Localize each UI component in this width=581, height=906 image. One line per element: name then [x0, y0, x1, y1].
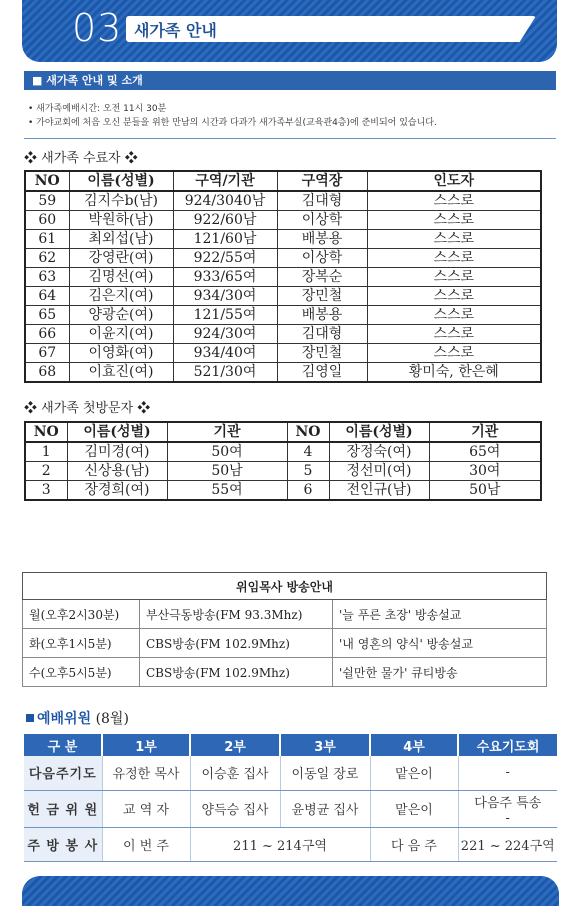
table-cell: 김영일 [277, 363, 367, 383]
table-cell: 장정숙(여) [329, 442, 429, 462]
table-cell: 3 [25, 481, 67, 501]
table-cell: 2 [25, 462, 67, 481]
table-cell: 924/3040남 [173, 191, 277, 211]
table-cell: 61 [25, 230, 69, 249]
table-cell: 922/55여 [173, 249, 277, 268]
table-cell: - [458, 756, 557, 790]
table-cell: 6 [287, 481, 329, 501]
table-row [25, 363, 541, 383]
table-cell: 이승훈 집사 [190, 756, 280, 790]
table-cell: 스스로 [367, 230, 541, 249]
section-title: 새가족 안내 [134, 21, 217, 40]
visitors-title: ❖ 새가족 첫방문자 ❖ [24, 401, 151, 416]
table-cell: 1 [25, 442, 67, 462]
table-cell: 황미숙, 한은혜 [367, 363, 541, 383]
radio-table [22, 572, 547, 687]
table-cell: 121/60남 [173, 230, 277, 249]
col-header: NO [287, 422, 329, 442]
table-cell: 65 [25, 306, 69, 325]
table-cell: 66 [25, 325, 69, 344]
col-header: 이름(성별) [329, 422, 429, 442]
table-cell: 김미경(여) [67, 442, 167, 462]
col-header: 기관 [429, 422, 541, 442]
worship-title-text: 예배위원 [37, 711, 92, 727]
table-cell: 스스로 [367, 344, 541, 363]
table-cell: 스스로 [367, 306, 541, 325]
table-row [25, 191, 541, 211]
section-number: 03 [72, 6, 123, 50]
col-header: 기관 [167, 422, 287, 442]
table-cell: '내 영혼의 양식' 방송설교 [333, 629, 547, 658]
table-row [23, 600, 547, 629]
intro-bar: ■ 새가족 안내 및 소개 [24, 71, 556, 90]
table-cell: 김지수b(남) [69, 191, 173, 211]
table-cell: 이영화(여) [69, 344, 173, 363]
table-cell: 이효진(여) [69, 363, 173, 383]
table-cell: CBS방송(FM 102.9Mhz) [140, 658, 333, 687]
col-header: 수요기도회 [458, 734, 557, 756]
footer-banner [22, 876, 559, 906]
table-cell: 김명선(여) [69, 268, 173, 287]
col-header: 구 분 [24, 734, 102, 756]
table-row [24, 790, 557, 827]
table-cell: 유정한 목사 [102, 756, 190, 790]
table-cell: 59 [25, 191, 69, 211]
table-cell: 스스로 [367, 191, 541, 211]
table-cell: 60 [25, 211, 69, 230]
table-cell: 전인규(남) [329, 481, 429, 501]
table-cell: 이윤지(여) [69, 325, 173, 344]
table-cell: 강영란(여) [69, 249, 173, 268]
table-row [25, 306, 541, 325]
col-header: NO [25, 171, 69, 191]
table-cell: 정선미(여) [329, 462, 429, 481]
table-row [25, 442, 541, 462]
col-header: 이름(성별) [69, 171, 173, 191]
table-cell: 화(오후1시5분) [23, 629, 140, 658]
table-header-row [25, 422, 541, 442]
table-row [25, 344, 541, 363]
col-header: 2부 [190, 734, 280, 756]
table-cell: 배봉용 [277, 230, 367, 249]
table-cell: 양광순(여) [69, 306, 173, 325]
table-cell: 50여 [167, 442, 287, 462]
table-header-row [25, 171, 541, 191]
table-cell: 부산극동방송(FM 93.3Mhz) [140, 600, 333, 629]
table-cell: 스스로 [367, 211, 541, 230]
table-cell: 50남 [167, 462, 287, 481]
table-cell: 장복순 [277, 268, 367, 287]
table-cell: 221 ~ 224구역 [458, 827, 557, 861]
note-line: • 가야교회에 처음 오신 분들을 위한 만남의 시간과 다과가 새가족부실(교육관4층)에 준비되어 있습니다. [28, 118, 437, 128]
table-cell: 장민철 [277, 287, 367, 306]
visitors-table [24, 421, 542, 501]
table-cell: 121/55여 [173, 306, 277, 325]
table-cell: 63 [25, 268, 69, 287]
table-cell: 이상학 [277, 211, 367, 230]
table-row [25, 325, 541, 344]
table-header-row [24, 734, 557, 756]
table-cell: 최외섭(남) [69, 230, 173, 249]
table-cell: 30여 [429, 462, 541, 481]
table-cell: 김대형 [277, 191, 367, 211]
col-header: 구역장 [277, 171, 367, 191]
col-header: NO [25, 422, 67, 442]
table-cell: 월(오후2시30분) [23, 600, 140, 629]
table-cell: 장민철 [277, 344, 367, 363]
table-cell: 이 번 주 [102, 827, 190, 861]
table-cell: 55여 [167, 481, 287, 501]
table-cell: 67 [25, 344, 69, 363]
table-row [24, 756, 557, 790]
col-header: 구역/기관 [173, 171, 277, 191]
col-header: 4부 [370, 734, 458, 756]
row-header: 다음주기도 [24, 756, 102, 790]
table-cell: 5 [287, 462, 329, 481]
table-row [23, 658, 547, 687]
table-row [25, 230, 541, 249]
table-cell: 김대형 [277, 325, 367, 344]
row-header: 주 방 봉 사 [24, 827, 102, 861]
table-cell: 50남 [429, 481, 541, 501]
table-cell: 4 [287, 442, 329, 462]
table-row [25, 268, 541, 287]
table-cell: 윤병균 집사 [280, 790, 370, 827]
table-cell: 스스로 [367, 325, 541, 344]
table-cell: '쉴만한 물가' 큐티방송 [333, 658, 547, 687]
table-cell: 맡은이 [370, 756, 458, 790]
table-cell: 스스로 [367, 249, 541, 268]
table-cell: 924/30여 [173, 325, 277, 344]
table-cell: 배봉용 [277, 306, 367, 325]
col-header: 인도자 [367, 171, 541, 191]
row-header: 헌 금 위 원 [24, 790, 102, 827]
table-cell: 933/65여 [173, 268, 277, 287]
radio-title: 위임목사 방송안내 [23, 573, 547, 600]
table-cell: '늘 푸른 초장' 방송설교 [333, 600, 547, 629]
table-cell: 211 ~ 214구역 [190, 827, 370, 861]
table-cell: 박원하(남) [69, 211, 173, 230]
table-cell: 신상용(남) [67, 462, 167, 481]
col-header: 이름(성별) [67, 422, 167, 442]
table-row [25, 481, 541, 501]
table-cell: 934/30여 [173, 287, 277, 306]
table-cell: 68 [25, 363, 69, 383]
table-cell: 62 [25, 249, 69, 268]
square-bullet-icon [26, 714, 34, 722]
table-cell: 교 역 자 [102, 790, 190, 827]
table-cell: 934/40여 [173, 344, 277, 363]
table-cell: 다 음 주 [370, 827, 458, 861]
col-header: 1부 [102, 734, 190, 756]
worship-title [26, 708, 129, 728]
worship-table [24, 734, 557, 862]
table-cell: 521/30여 [173, 363, 277, 383]
graduates-title: ❖ 새가족 수료자 ❖ [24, 151, 138, 166]
intro-notes [28, 102, 437, 130]
divider [24, 138, 556, 139]
table-cell: 922/60남 [173, 211, 277, 230]
worship-month: (8월) [95, 711, 129, 727]
table-row [25, 249, 541, 268]
table-cell: 스스로 [367, 287, 541, 306]
table-row [23, 629, 547, 658]
table-cell: 다음주 특송 - [458, 790, 557, 827]
table-cell: 수(오후5시5분) [23, 658, 140, 687]
table-cell: 맡은이 [370, 790, 458, 827]
table-row [25, 211, 541, 230]
table-cell: 장경희(여) [67, 481, 167, 501]
table-row [25, 462, 541, 481]
table-cell: 64 [25, 287, 69, 306]
table-row [24, 827, 557, 861]
table-row [25, 287, 541, 306]
note-line: • 새가족예배시간: 오전 11시 30분 [28, 104, 167, 114]
table-cell: 65여 [429, 442, 541, 462]
table-cell: 이상학 [277, 249, 367, 268]
table-cell: 이동일 장로 [280, 756, 370, 790]
table-cell: 스스로 [367, 268, 541, 287]
section-header-banner [22, 0, 557, 62]
table-cell: CBS방송(FM 102.9Mhz) [140, 629, 333, 658]
table-cell: 양득승 집사 [190, 790, 280, 827]
table-cell: 김은지(여) [69, 287, 173, 306]
graduates-table [24, 170, 542, 383]
col-header: 3부 [280, 734, 370, 756]
